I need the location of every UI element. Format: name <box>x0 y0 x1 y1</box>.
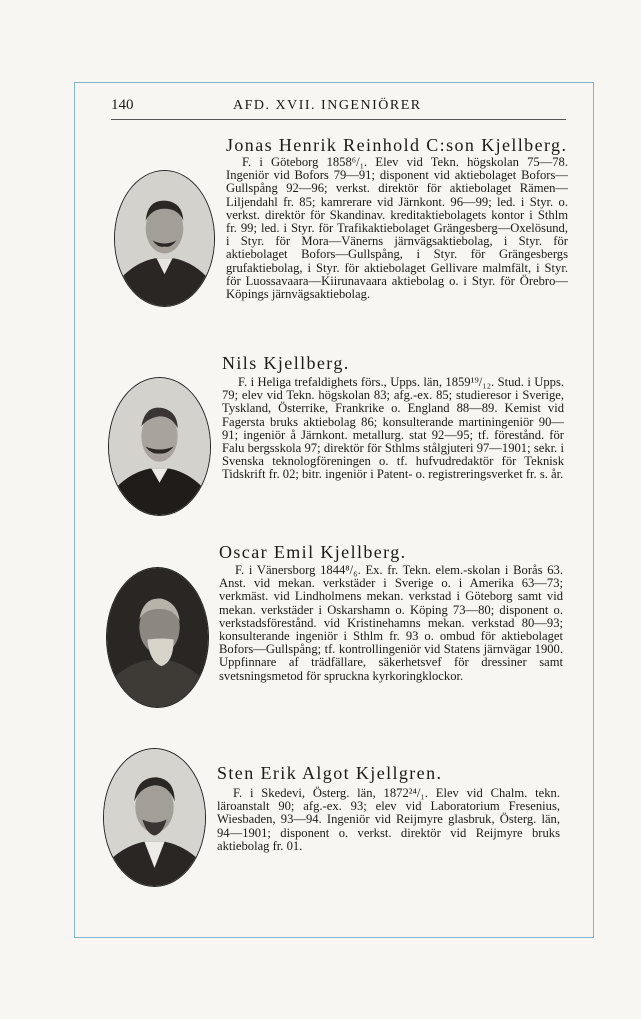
bio-text: F. i Göteborg 1858⁶/₁. Elev vid Tekn. högskolan 75—78. Ingeniör vid Bofors 79—91; disponent vid aktiebolaget Bofors—Gullspång 92—96; verkst. direktör för aktiebolaget Rämen—Liljendahl fr. 85; kamrerare vid Järnkont. 96—99; led. i Styr. o. verkst. direktör för Skandinav. kreditaktiebolagets kontor i Sthlm fr. 99; led. i Styr. för Trafikaktiebolaget Grängesberg—Oxelösund, i Styr. för Mora—Vänerns järnvägsaktiebolag, i Styr. för aktiebolaget Bofors—Gullspång, i Styr. för Grängesbergs grufaktiebolag, i Styr. för aktiebolaget Gellivare malmfält, i Styr. för Luossavaara—Kiirunavaara aktiebolag o. i Styr. för Örebro—Köpings järnvägsaktiebolag. <box>226 155 568 302</box>
person-bio <box>226 156 568 301</box>
bio-text: F. i Skedevi, Österg. län, 1872²⁴/₁. Elev vid Chalm. tekn. läroanstalt 90; afg.-ex. 93; elev vid Laboratorium Fresenius, Wiesbaden, 93—94. Ingeniör vid Reijmyre glasbruk, Österg. län, 94—1901; disponent o. verkst. direktör vid Reijmyre bruks aktiebolag fr. 01. <box>217 786 560 853</box>
bio-text: F. i Vänersborg 1844⁸/₆. Ex. fr. Tekn. elem.-skolan i Borås 63. Anst. vid mekan. verkstäder i Sverige o. i Amerika 63—73; verkmäst. vid Lindholmens mekan. verkstad i Göteborg samt vid mekan. verkstäder i Oskarshamn o. Köping 73—80; disponent o. verkstadsförestånd. vid Kristinehamns mekan. verkstad 80—93; konsulterande ingeniör i Sthlm fr. 93 o. ombud för aktiebolaget Bofors—Gullspång; tf. kontrollingeniör vid Statens järnvägar 1900. Uppfinnare af trädfällare, säkerhetsvef för dressiner samt svetsningsmetod för spruckna kyrkoringklockor. <box>219 563 563 683</box>
person-bio <box>219 564 563 683</box>
bio-text: F. i Heliga trefaldighets förs., Upps. län, 1859¹⁹/₁₂. Stud. i Upps. 79; elev vid Tekn. högskolan 83; afg.-ex. 85; studieresor i Sverige, Tyskland, Österrike, Frankrike o. England 88—89. Kemist vid Fagersta bruks aktiebolag 86; konsulterande martiningeniör 90—91; ingeniör å Järnkont. metallurg. stat 92—95; tf. förestånd. för Falu bergsskola 97; direktör för Sthlms stålgjuteri 97—1901; sekr. i Svenska teknologföreningen o. tf. hufvudredaktör för Teknisk Tidskrift fr. 02; bitr. ingeniör i Patent- o. registreringsverket fr. s. år. <box>222 375 564 482</box>
person-bio <box>222 376 564 482</box>
portrait-photo <box>106 567 209 708</box>
portrait-photo <box>114 170 215 307</box>
person-name: Nils Kjellberg. <box>222 353 350 373</box>
page-number: 140 <box>111 97 134 113</box>
page-header <box>111 97 566 120</box>
running-head: AFD. XVII. INGENIÖRER <box>233 98 422 113</box>
person-name: Sten Erik Algot Kjellgren. <box>217 763 443 783</box>
person-bio <box>217 787 560 853</box>
portrait-photo <box>103 748 206 887</box>
person-name: Jonas Henrik Reinhold C:son Kjellberg. <box>226 135 568 155</box>
portrait-photo <box>108 377 211 516</box>
person-name: Oscar Emil Kjellberg. <box>219 542 407 562</box>
